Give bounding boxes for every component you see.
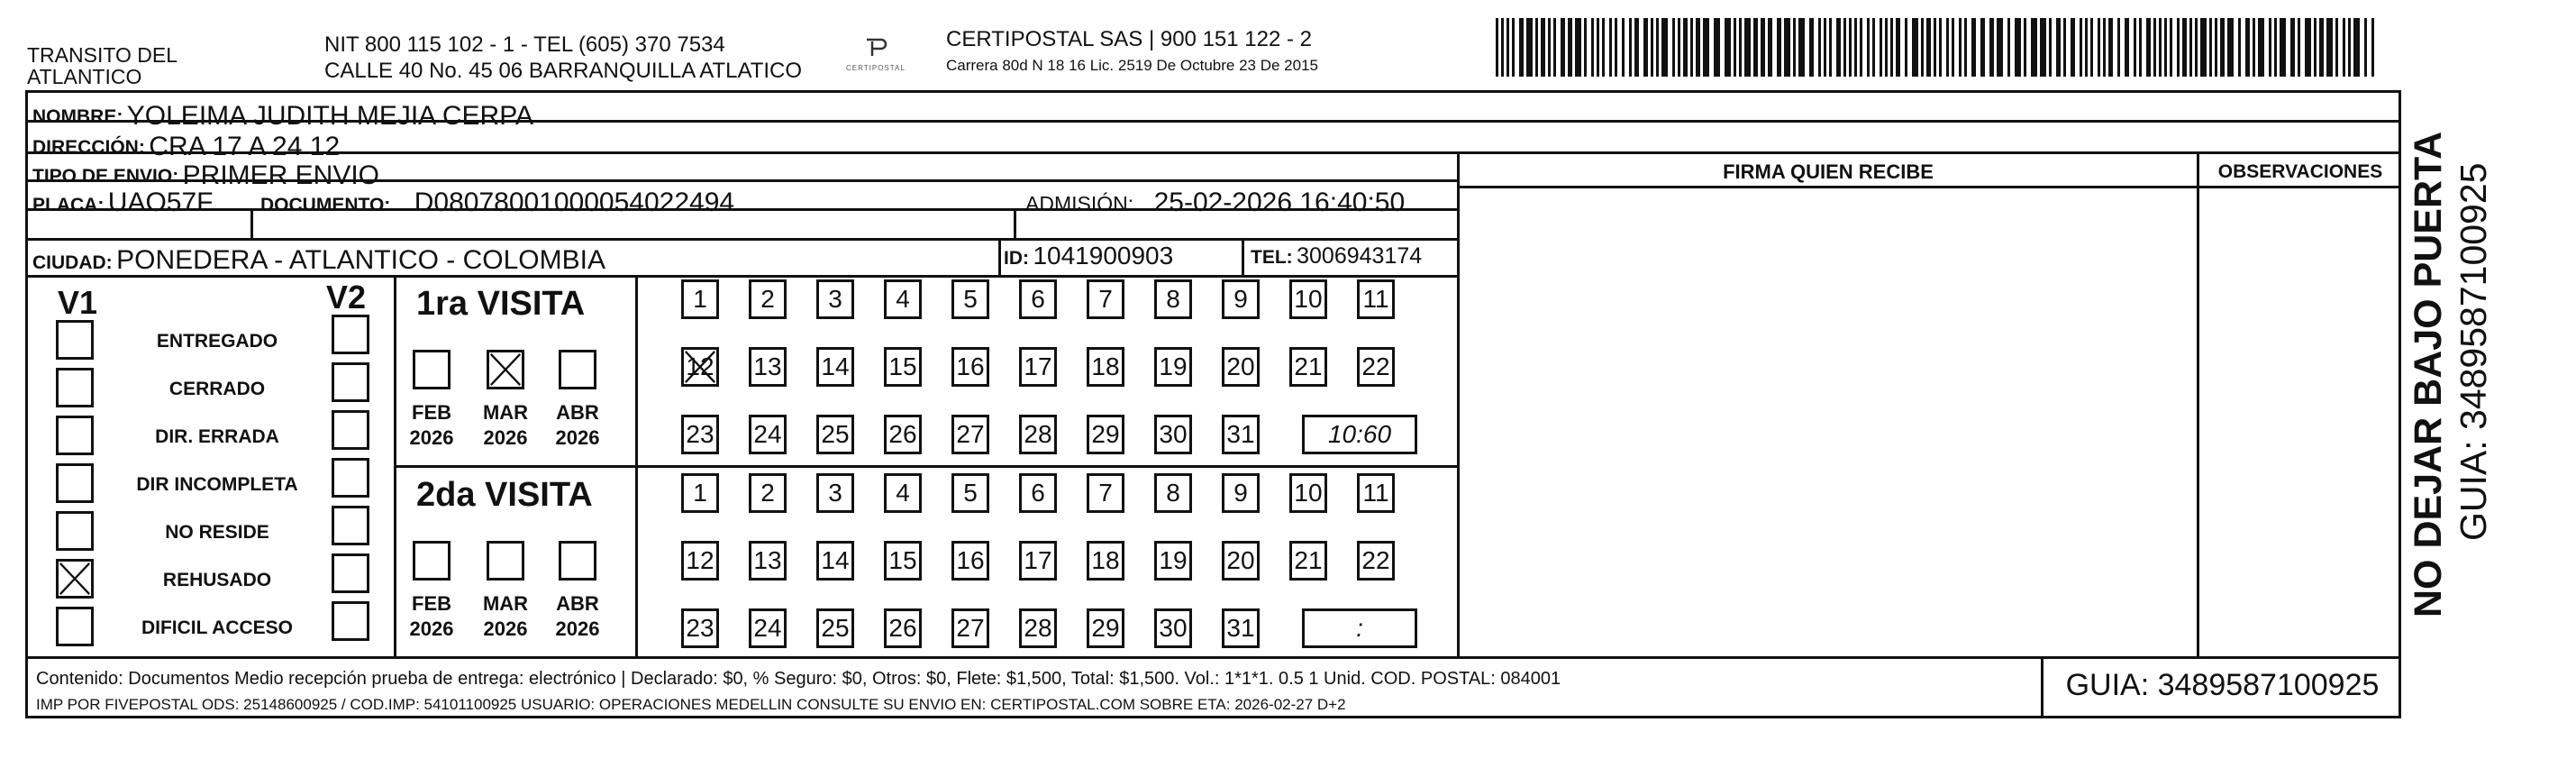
barcode-bar xyxy=(1952,18,1954,77)
status-v1-checkbox[interactable] xyxy=(56,559,94,599)
barcode-bar xyxy=(1602,18,1605,77)
document-cell xyxy=(260,189,734,216)
visit2-day-box[interactable]: 26 xyxy=(884,608,922,648)
barcode-bar xyxy=(1690,18,1693,77)
visit1-day-box[interactable]: 4 xyxy=(884,279,922,319)
barcode-bar xyxy=(2146,18,2151,77)
status-v2-checkbox[interactable] xyxy=(332,362,369,402)
status-v2-checkbox[interactable] xyxy=(332,506,369,545)
row-divider xyxy=(25,656,2401,659)
status-v2-checkbox[interactable] xyxy=(332,315,369,354)
visit1-day-box[interactable]: 11 xyxy=(1357,279,1395,319)
contents-line: Contenido: Documentos Medio recepción prueba de entrega: electrónico | Declarado: $0, % Seguro: $0, Otros: $0, Flete: $1,500, Total: $1,500. Vol.: 1*1*1. 0.5 1 Unid. COD. POSTAL: 084001 xyxy=(36,669,1561,689)
barcode-bar xyxy=(1934,18,1936,77)
barcode-bar xyxy=(1568,18,1572,77)
visit2-month-checkbox[interactable] xyxy=(559,541,596,581)
visit2-day-box[interactable]: 8 xyxy=(1154,473,1192,513)
barcode-bar xyxy=(2269,18,2271,77)
visit2-day-box[interactable]: 22 xyxy=(1357,541,1395,581)
barcode-bar xyxy=(2220,18,2225,77)
visit2-day-box[interactable]: 11 xyxy=(1357,473,1395,513)
barcode-bar xyxy=(2253,18,2255,77)
visit2-month-checkbox[interactable] xyxy=(487,541,524,581)
visit1-time-field[interactable]: 10:60 xyxy=(1302,415,1417,454)
tel-cell xyxy=(1251,245,1422,268)
visit1-day-box[interactable]: 19 xyxy=(1154,347,1192,387)
barcode-bar xyxy=(2200,18,2207,77)
visit2-time-field[interactable]: : xyxy=(1302,608,1417,648)
status-label: ENTREGADO xyxy=(156,331,278,352)
visit1-day-box[interactable]: 30 xyxy=(1154,415,1192,454)
barcode-bar xyxy=(1784,18,1790,77)
visit2-day-box[interactable]: 10 xyxy=(1289,473,1327,513)
row-divider xyxy=(25,151,2401,154)
visit1-day-box[interactable]: 3 xyxy=(816,279,854,319)
visit1-month-name: FEB xyxy=(412,401,451,424)
recipient-address: CRA 17 A 24 12 xyxy=(149,132,341,161)
visit2-day-box[interactable]: 14 xyxy=(816,541,854,581)
city-label: CIUDAD: xyxy=(32,252,113,273)
barcode-bar xyxy=(1591,18,1594,77)
barcode-bar xyxy=(2335,18,2338,77)
signature-header: FIRMA QUIEN RECIBE xyxy=(1723,160,1934,183)
plate-label: PLACA: xyxy=(32,195,105,215)
col-divider xyxy=(998,238,1001,275)
barcode-bar xyxy=(2153,18,2156,77)
check-x-icon xyxy=(489,352,522,387)
visit1-day-box[interactable]: 9 xyxy=(1222,279,1260,319)
visit2-day-box[interactable]: 25 xyxy=(816,608,854,648)
visit1-month-checkbox[interactable] xyxy=(487,350,524,389)
barcode-bar xyxy=(1809,18,1814,77)
barcode-bar xyxy=(1541,18,1545,77)
status-v1-checkbox[interactable] xyxy=(56,368,94,407)
barcode-bar xyxy=(2319,18,2324,77)
barcode-bar xyxy=(2348,18,2351,77)
admission-cell xyxy=(1025,189,1405,216)
visit2-month-year: 2026 xyxy=(483,617,528,640)
logo-caption: CERTIPOSTAL xyxy=(846,64,906,72)
barcode-bar xyxy=(2159,18,2162,77)
barcode-bar xyxy=(2182,18,2187,77)
barcode-bar xyxy=(1912,18,1918,77)
barcode-bar xyxy=(1634,18,1639,77)
barcode-bar xyxy=(1734,18,1736,77)
barcode-bar xyxy=(1739,18,1742,77)
col-divider xyxy=(1242,238,1244,275)
visit1-day-box[interactable]: 27 xyxy=(951,415,989,454)
barcode-bar xyxy=(2007,18,2010,77)
barcode-bar xyxy=(1854,18,1857,77)
document-label: DOCUMENTO: xyxy=(260,195,391,215)
status-v2-checkbox[interactable] xyxy=(332,553,369,593)
visit1-day-box[interactable]: 21 xyxy=(1289,347,1327,387)
barcode-bar xyxy=(2280,18,2286,77)
row-divider xyxy=(25,275,1458,278)
barcode-bar xyxy=(1824,18,1826,77)
visit1-month-name: ABR xyxy=(556,401,599,424)
status-v2-checkbox[interactable] xyxy=(332,410,369,450)
barcode-bar xyxy=(1622,18,1625,77)
visit2-month-year: 2026 xyxy=(555,617,600,640)
barcode-bar xyxy=(1777,18,1781,77)
visit1-day-box[interactable]: 25 xyxy=(816,415,854,454)
barcode-bar xyxy=(1872,18,1875,77)
visit1-day-box[interactable]: 5 xyxy=(951,279,989,319)
name-row xyxy=(32,101,533,131)
visit1-day-box[interactable]: 13 xyxy=(749,347,787,387)
barcode-bar xyxy=(2164,18,2167,77)
barcode-bar xyxy=(2177,18,2180,77)
admission-value: 25-02-2026 16:40:50 xyxy=(1153,187,1406,217)
barcode-bar xyxy=(1905,18,1907,77)
certipostal-logo-icon xyxy=(842,34,906,61)
print-info-line: IMP POR FIVEPOSTAL ODS: 25148600925 / COD.IMP: 54101100925 USUARIO: OPERACIONES MEDELLIN CONSULTE SU ENVIO EN: CERTIPOSTAL.COM SOBRE ETA: 2026-02-27 D+2 xyxy=(36,696,1346,713)
status-v1-checkbox[interactable] xyxy=(56,511,94,551)
visit2-day-box[interactable]: 4 xyxy=(884,473,922,513)
barcode-bar xyxy=(1512,18,1515,77)
status-label: NO RESIDE xyxy=(165,522,269,543)
issuer-name-line2: ATLANTICO xyxy=(27,65,142,88)
barcode-bar xyxy=(2305,18,2311,77)
barcode-bar xyxy=(1597,18,1599,77)
barcode-bar xyxy=(2015,18,2021,77)
document-value: D08078001000054022494 xyxy=(414,187,735,217)
barcode-bar xyxy=(1849,18,1852,77)
status-label: REHUSADO xyxy=(162,570,272,590)
barcode-bar xyxy=(1506,18,1509,77)
barcode-bar xyxy=(2024,18,2026,77)
barcode-bar xyxy=(2215,18,2217,77)
side-guide-number: GUIA: 3489587100925 xyxy=(2453,162,2494,541)
barcode-bar xyxy=(2371,18,2374,77)
barcode-bar xyxy=(1939,18,1942,77)
barcode-bar xyxy=(1867,18,1870,77)
nit-phone-line: NIT 800 115 102 - 1 - TEL (605) 370 7534 xyxy=(324,32,725,57)
visit2-title: 2da VISITA xyxy=(416,476,593,514)
barcode-bar xyxy=(1714,18,1720,77)
visit2-month-name: FEB xyxy=(412,592,451,615)
visit1-day-box[interactable]: 22 xyxy=(1357,347,1395,387)
visit2-day-box[interactable]: 12 xyxy=(681,541,719,581)
barcode-bar xyxy=(2139,18,2142,77)
barcode-bar xyxy=(2056,18,2061,77)
barcode-bar xyxy=(1768,18,1772,77)
barcode-bar xyxy=(1725,18,1731,77)
visit2-day-box[interactable]: 2 xyxy=(749,473,787,513)
name-label: NOMBRE: xyxy=(32,106,123,127)
status-v2-checkbox[interactable] xyxy=(332,601,369,641)
barcode-bar xyxy=(1798,18,1805,77)
visit2-day-box[interactable]: 29 xyxy=(1087,608,1124,648)
tel-label: TEL: xyxy=(1251,247,1293,268)
barcode-bar xyxy=(1761,18,1765,77)
barcode-bar xyxy=(1964,18,1967,77)
shipment-type: PRIMER ENVIO xyxy=(182,160,380,190)
visit1-month-year: 2026 xyxy=(409,426,454,449)
visit1-month-year: 2026 xyxy=(483,426,528,449)
barcode-bar xyxy=(1548,18,1551,77)
barcode-bar xyxy=(1980,18,1985,77)
visit2-day-box[interactable]: 20 xyxy=(1222,541,1260,581)
issuer-address-line: CALLE 40 No. 45 06 BARRANQUILLA ATLATICO xyxy=(324,59,803,83)
shipment-label: TIPO DE ENVIO: xyxy=(32,166,179,187)
barcode-bar xyxy=(1843,18,1846,77)
tel-value: 3006943174 xyxy=(1297,243,1423,269)
barcode-bar xyxy=(2071,18,2075,77)
visit2-day-box[interactable]: 5 xyxy=(951,473,989,513)
barcode-bar xyxy=(2134,18,2136,77)
visit-divider xyxy=(394,465,1458,468)
status-label: DIR. ERRADA xyxy=(155,426,279,447)
visit2-day-box[interactable]: 19 xyxy=(1154,541,1192,581)
barcode-bar xyxy=(1561,18,1565,77)
footer-guide-number: GUIA: 3489587100925 xyxy=(2065,668,2380,702)
observations-area xyxy=(2199,188,2401,656)
status-v1-checkbox[interactable] xyxy=(56,416,94,455)
visit1-day-box[interactable]: 12 xyxy=(681,347,719,387)
barcode-bar xyxy=(1989,18,1994,77)
barcode-bar xyxy=(1744,18,1751,77)
barcode-bar xyxy=(2117,18,2120,77)
visit1-day-box[interactable]: 31 xyxy=(1222,415,1260,454)
barcode-bar xyxy=(2108,18,2113,77)
barcode-bar xyxy=(1890,18,1893,77)
barcode xyxy=(1496,18,2379,77)
barcode-bar xyxy=(2258,18,2264,77)
barcode-bar xyxy=(1793,18,1796,77)
barcode-bar xyxy=(2040,18,2046,77)
visit2-day-box[interactable]: 9 xyxy=(1222,473,1260,513)
barcode-bar xyxy=(1672,18,1675,77)
v2-label: V2 xyxy=(326,279,367,315)
barcode-bar xyxy=(1535,18,1538,77)
barcode-bar xyxy=(1661,18,1668,77)
barcode-bar xyxy=(1501,18,1504,77)
certipostal-logo xyxy=(842,34,906,79)
observations-header: OBSERVACIONES xyxy=(2217,161,2383,182)
check-x-icon xyxy=(684,350,716,384)
visit1-month-checkbox[interactable] xyxy=(559,350,596,389)
barcode-bar xyxy=(2238,18,2241,77)
visit2-day-box[interactable]: 21 xyxy=(1289,541,1327,581)
courier-name-line: CERTIPOSTAL SAS | 900 151 122 - 2 xyxy=(946,27,1312,51)
barcode-bar xyxy=(2364,18,2367,77)
barcode-bar xyxy=(2314,18,2317,77)
visit1-day-box[interactable]: 8 xyxy=(1154,279,1192,319)
barcode-bar xyxy=(2031,18,2037,77)
barcode-bar xyxy=(1678,18,1680,77)
visit1-day-box[interactable]: 14 xyxy=(816,347,854,387)
visit2-day-box[interactable]: 13 xyxy=(749,541,787,581)
barcode-bar xyxy=(2227,18,2234,77)
visit2-day-box[interactable]: 6 xyxy=(1019,473,1057,513)
barcode-bar xyxy=(1971,18,1976,77)
barcode-bar xyxy=(1818,18,1821,77)
visit1-month-year: 2026 xyxy=(555,426,600,449)
barcode-bar xyxy=(1696,18,1700,77)
visit2-day-box[interactable]: 23 xyxy=(681,608,719,648)
barcode-bar xyxy=(2103,18,2106,77)
visit2-day-box[interactable]: 27 xyxy=(951,608,989,648)
barcode-bar xyxy=(1926,18,1931,77)
shipment-row xyxy=(32,160,380,190)
barcode-bar xyxy=(2170,18,2172,77)
visit1-day-box[interactable]: 1 xyxy=(681,279,719,319)
check-x-icon xyxy=(59,562,91,596)
visit2-day-box[interactable]: 1 xyxy=(681,473,719,513)
visit2-day-box[interactable]: 18 xyxy=(1087,541,1124,581)
status-v2-checkbox[interactable] xyxy=(332,458,369,498)
barcode-bar xyxy=(1753,18,1758,77)
v1-label: V1 xyxy=(58,284,98,321)
id-label: ID: xyxy=(1004,248,1029,269)
address-label: DIRECCIÓN: xyxy=(32,137,145,158)
plate-value: UAO57F xyxy=(107,187,214,217)
visit2-day-box[interactable]: 3 xyxy=(816,473,854,513)
visit1-day-box[interactable]: 16 xyxy=(951,347,989,387)
visit2-day-box[interactable]: 15 xyxy=(884,541,922,581)
barcode-bar xyxy=(1584,18,1587,77)
visit1-month-checkbox[interactable] xyxy=(413,350,451,389)
status-label: DIR INCOMPLETA xyxy=(136,474,298,495)
signature-area xyxy=(1460,188,2197,656)
recipient-name: YOLEIMA JUDITH MEJIA CERPA xyxy=(126,101,533,131)
barcode-bar xyxy=(2098,18,2100,77)
barcode-bar xyxy=(2189,18,2192,77)
barcode-bar xyxy=(2125,18,2129,77)
barcode-bar xyxy=(2353,18,2360,77)
id-value: 1041900903 xyxy=(1033,242,1174,270)
visit1-day-box[interactable]: 23 xyxy=(681,415,719,454)
col-divider xyxy=(250,208,253,238)
barcode-bar xyxy=(2245,18,2250,77)
admission-label: ADMISIÓN: xyxy=(1025,192,1134,215)
visit2-day-box[interactable]: 30 xyxy=(1154,608,1192,648)
visit2-month-year: 2026 xyxy=(409,617,454,640)
visit1-day-box[interactable]: 10 xyxy=(1289,279,1327,319)
barcode-bar xyxy=(1703,18,1709,77)
barcode-bar xyxy=(1829,18,1832,77)
visit1-day-box[interactable]: 7 xyxy=(1087,279,1124,319)
barcode-bar xyxy=(1615,18,1617,77)
city-cell xyxy=(32,247,605,274)
barcode-bar xyxy=(2298,18,2300,77)
status-v1-checkbox[interactable] xyxy=(56,463,94,503)
status-v1-checkbox[interactable] xyxy=(56,320,94,360)
barcode-bar xyxy=(2090,18,2093,77)
barcode-bar xyxy=(1860,18,1862,77)
city-value: PONEDERA - ATLANTICO - COLOMBIA xyxy=(116,245,605,275)
visit2-day-box[interactable]: 16 xyxy=(951,541,989,581)
visit1-day-box[interactable]: 2 xyxy=(749,279,787,319)
barcode-bar xyxy=(1643,18,1648,77)
visit2-month-name: ABR xyxy=(556,592,599,615)
barcode-bar xyxy=(1836,18,1841,77)
visit1-month-name: MAR xyxy=(482,401,529,424)
id-cell xyxy=(1004,243,1173,269)
visit1-day-box[interactable]: 29 xyxy=(1087,415,1124,454)
address-row xyxy=(32,132,340,159)
barcode-bar xyxy=(1896,18,1900,77)
barcode-bar xyxy=(1683,18,1688,77)
visit1-day-box[interactable]: 6 xyxy=(1019,279,1057,319)
barcode-bar xyxy=(2049,18,2052,77)
barcode-bar xyxy=(2063,18,2066,77)
visit1-day-box[interactable]: 15 xyxy=(884,347,922,387)
barcode-bar xyxy=(1526,18,1533,77)
barcode-bar xyxy=(2080,18,2082,77)
barcode-bar xyxy=(1885,18,1888,77)
visit1-day-box[interactable]: 18 xyxy=(1087,347,1124,387)
visit2-day-box[interactable]: 17 xyxy=(1019,541,1057,581)
barcode-bar xyxy=(2085,18,2088,77)
barcode-bar xyxy=(1575,18,1581,77)
barcode-bar xyxy=(2290,18,2295,77)
status-label: CERRADO xyxy=(168,379,266,399)
barcode-bar xyxy=(1880,18,1882,77)
barcode-bar xyxy=(2209,18,2212,77)
barcode-bar xyxy=(1656,18,1659,77)
visit2-day-box[interactable]: 7 xyxy=(1087,473,1124,513)
barcode-bar xyxy=(2343,18,2345,77)
visit2-month-checkbox[interactable] xyxy=(413,541,451,581)
visit2-day-box[interactable]: 24 xyxy=(749,608,787,648)
visit1-day-box[interactable]: 20 xyxy=(1222,347,1260,387)
barcode-bar xyxy=(1519,18,1524,77)
visit2-month-name: MAR xyxy=(482,592,529,615)
visit1-day-box[interactable]: 28 xyxy=(1019,415,1057,454)
barcode-bar xyxy=(1553,18,1556,77)
barcode-bar xyxy=(1496,18,1498,77)
visit1-title: 1ra VISITA xyxy=(416,285,586,323)
plate-cell xyxy=(32,189,214,216)
visit2-day-box[interactable]: 28 xyxy=(1019,608,1057,648)
issuer-name-line1: TRANSITO DEL xyxy=(27,43,177,67)
status-v1-checkbox[interactable] xyxy=(56,607,94,646)
status-label: DIFICIL ACCESO xyxy=(141,617,293,638)
visit1-day-box[interactable]: 26 xyxy=(884,415,922,454)
barcode-bar xyxy=(1629,18,1632,77)
no-slide-under-door-warning: NO DEJAR BAJO PUERTA xyxy=(2407,131,2450,617)
visit2-day-box[interactable]: 31 xyxy=(1222,608,1260,648)
barcode-bar xyxy=(2274,18,2277,77)
col-divider xyxy=(1014,208,1016,238)
barcode-bar xyxy=(2326,18,2333,77)
barcode-bar xyxy=(2195,18,2198,77)
barcode-bar xyxy=(1609,18,1612,77)
barcode-bar xyxy=(1651,18,1653,77)
barcode-bar xyxy=(1959,18,1962,77)
barcode-bar xyxy=(1997,18,2003,77)
visit1-day-box[interactable]: 17 xyxy=(1019,347,1057,387)
barcode-bar xyxy=(1946,18,1949,77)
barcode-bar xyxy=(1921,18,1924,77)
courier-license-line: Carrera 80d N 18 16 Lic. 2519 De Octubre 23 De 2015 xyxy=(946,57,1318,74)
visit1-day-box[interactable]: 24 xyxy=(749,415,787,454)
